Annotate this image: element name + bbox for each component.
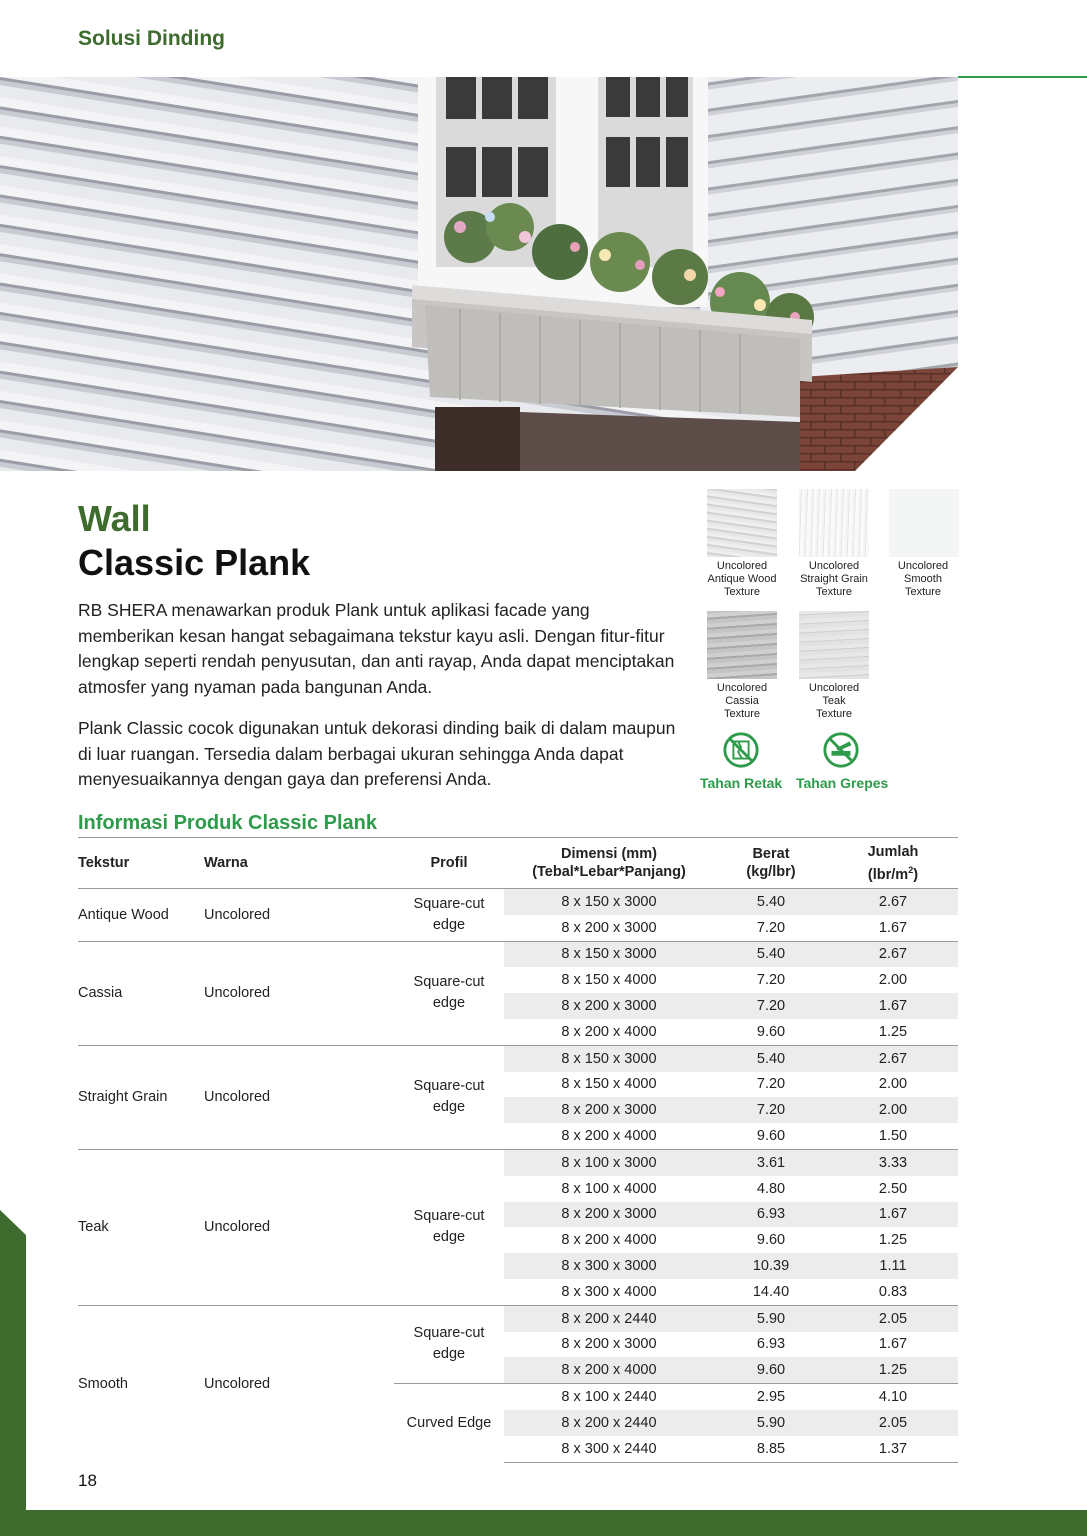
cell-quantity: 2.05 (828, 1410, 958, 1436)
cell-color: Uncolored (204, 941, 394, 1045)
cell-quantity: 2.00 (878, 1076, 908, 1093)
cell-texture: Smooth (78, 1305, 204, 1462)
cell-dimension: 8 x 300 x 3000 (504, 1253, 714, 1279)
cell-profile: Square-cut edge (394, 1149, 504, 1305)
cell-profile: Square-cut edge (394, 1305, 504, 1383)
title-wall: Wall (78, 498, 151, 539)
cell-weight: 9.60 (756, 1128, 786, 1145)
cell-weight: 7.20 (756, 972, 786, 989)
cell-color: Uncolored (204, 1149, 394, 1305)
cell-weight: 4.80 (756, 1180, 786, 1197)
cell-weight: 2.95 (714, 1384, 828, 1410)
cell-profile: Curved Edge (394, 1384, 504, 1462)
cell-quantity: 2.50 (878, 1180, 908, 1197)
texture-swatch-cassia (707, 611, 777, 679)
cell-dimension: 8 x 200 x 4000 (561, 1232, 657, 1249)
header-jumlah: Jumlah $(lbr/m^2)$ (828, 838, 958, 889)
cell-quantity: 0.83 (878, 1283, 908, 1300)
description-paragraph-1: RB SHERA menawarkan produk Plank untuk aplikasi facade yang memberikan kesan hangat sebagaimana tekstur kayu asli. Dengan fitur-fitur lengkap seperti rendah penyusutan, dan anti rayap, Anda dapat menciptakan atmosfer yang nyaman pada bangunan Anda. (78, 600, 675, 697)
cell-dimension: 8 x 200 x 3000 (504, 993, 714, 1019)
cell-quantity: 2.05 (828, 1305, 958, 1331)
cell-color: Uncolored (204, 889, 394, 942)
cell-dimension: 8 x 200 x 4000 (561, 1023, 657, 1040)
left-decor-band (0, 1210, 26, 1536)
cell-weight: 5.40 (714, 889, 828, 915)
cell-profile: Square-cut edge (394, 941, 504, 1045)
cell-dimension: 8 x 100 x 4000 (561, 1180, 657, 1197)
header-profil: Profil (394, 838, 504, 889)
table-row (78, 1149, 958, 1175)
crack-resistant-icon (722, 731, 760, 769)
texture-swatch-teak (799, 611, 869, 679)
cell-weight: 10.39 (714, 1253, 828, 1279)
cell-color: Uncolored (204, 1045, 394, 1149)
header-tekstur: Tekstur (78, 838, 204, 889)
cell-dimension: 8 x 200 x 3000 (561, 1336, 657, 1353)
cell-quantity: 2.67 (828, 889, 958, 915)
cell-quantity: 1.11 (828, 1253, 958, 1279)
cell-profile: Square-cut edge (394, 889, 504, 942)
cell-dimension: 8 x 200 x 3000 (504, 1202, 714, 1228)
bottom-decor-band (0, 1510, 1087, 1536)
cell-texture: Straight Grain (78, 1045, 204, 1149)
cell-dimension: 8 x 300 x 4000 (561, 1283, 657, 1300)
cell-weight: 5.40 (714, 941, 828, 967)
cell-dimension: 8 x 150 x 3000 (504, 889, 714, 915)
cell-quantity: 2.00 (878, 972, 908, 989)
cell-weight: 7.20 (714, 1097, 828, 1123)
table-header-row (78, 838, 958, 889)
cell-quantity: 1.25 (828, 1357, 958, 1383)
cell-quantity: 3.33 (828, 1149, 958, 1175)
texture-label-antique-wood: Uncolored Antique Wood Texture (707, 560, 777, 598)
product-info-table (78, 838, 958, 1463)
table-row (78, 1305, 958, 1331)
texture-label-cassia: Uncolored Cassia Texture (716, 682, 768, 720)
cell-weight: 9.60 (756, 1232, 786, 1249)
cell-weight: 7.20 (714, 993, 828, 1019)
cell-quantity: 1.50 (878, 1128, 908, 1145)
table-row (78, 889, 958, 915)
texture-swatch-straight-grain (799, 489, 869, 557)
cell-dimension: 8 x 100 x 2440 (504, 1384, 714, 1410)
table-row (78, 1045, 958, 1071)
cell-quantity: 2.67 (828, 941, 958, 967)
cell-texture: Teak (78, 1149, 204, 1305)
cell-quantity: 1.67 (828, 993, 958, 1019)
cell-weight: 3.61 (714, 1149, 828, 1175)
page-number: 18 (78, 1471, 97, 1490)
cell-texture: Antique Wood (78, 889, 204, 942)
cell-quantity: 1.25 (878, 1232, 908, 1249)
cell-dimension: 8 x 200 x 3000 (504, 1097, 714, 1123)
description-paragraph-2: Plank Classic cocok digunakan untuk dekorasi dinding baik di dalam maupun di luar ruangan. Tersedia dalam berbagai ukuran sehingga Anda dapat menyesuaikannya dengan gaya dan preferensi Anda. (78, 718, 676, 789)
cell-quantity: 1.67 (878, 919, 908, 936)
table-row (78, 941, 958, 967)
cell-weight: 14.40 (752, 1283, 790, 1300)
cell-quantity: 1.25 (878, 1023, 908, 1040)
cell-profile: Square-cut edge (394, 1045, 504, 1149)
cell-dimension: 8 x 200 x 4000 (504, 1357, 714, 1383)
cell-texture: Cassia (78, 941, 204, 1045)
cell-weight: 7.20 (756, 919, 786, 936)
cell-weight: 5.40 (714, 1045, 828, 1071)
table-body (78, 889, 958, 1463)
cell-quantity: 2.67 (828, 1045, 958, 1071)
cell-weight: 8.85 (714, 1436, 828, 1462)
cell-dimension: 8 x 300 x 2440 (504, 1436, 714, 1462)
cell-weight: 6.93 (756, 1336, 786, 1353)
texture-swatch-antique-wood (707, 489, 777, 557)
cell-color: Uncolored (204, 1305, 394, 1462)
hero-image (0, 77, 958, 471)
texture-swatch-smooth (889, 489, 959, 557)
header-warna: Warna (204, 838, 394, 889)
cell-dimension: 8 x 150 x 4000 (561, 1076, 657, 1093)
cell-weight: 6.93 (714, 1202, 828, 1228)
top-accent-rule (958, 76, 1087, 78)
cell-weight: 9.60 (756, 1023, 786, 1040)
texture-label-teak: Uncolored Teak Texture (808, 682, 860, 720)
cell-weight: 7.20 (756, 1076, 786, 1093)
cell-dimension: 8 x 150 x 4000 (561, 972, 657, 989)
cell-dimension: 8 x 200 x 2440 (504, 1410, 714, 1436)
cell-quantity: 1.67 (828, 1202, 958, 1228)
cell-dimension: 8 x 200 x 3000 (561, 919, 657, 936)
cell-quantity: 4.10 (828, 1384, 958, 1410)
cell-weight: 9.60 (714, 1357, 828, 1383)
cell-dimension: 8 x 200 x 2440 (504, 1305, 714, 1331)
cell-weight: 5.90 (714, 1305, 828, 1331)
cell-quantity: 2.00 (828, 1097, 958, 1123)
title-classic-plank: Classic Plank (78, 542, 311, 583)
cell-dimension: 8 x 200 x 4000 (561, 1128, 657, 1145)
chip-resistant-icon (822, 731, 860, 769)
header-berat: Berat (kg/lbr) (714, 838, 828, 889)
feature-label-tahan-retak: Tahan Retak (700, 775, 783, 791)
cell-dimension: 8 x 100 x 3000 (504, 1149, 714, 1175)
table-title: Informasi Produk Classic Plank (78, 812, 377, 834)
feature-label-tahan-grepes: Tahan Grepes (796, 775, 889, 791)
section-label: Solusi Dinding (78, 27, 225, 50)
texture-label-straight-grain: Uncolored Straight Grain Texture (800, 560, 868, 598)
cell-dimension: 8 x 150 x 3000 (504, 941, 714, 967)
cell-weight: 5.90 (714, 1410, 828, 1436)
header-dimensi: Dimensi (mm) (Tebal*Lebar*Panjang) (504, 838, 714, 889)
texture-label-smooth: Uncolored Smooth Texture (897, 560, 949, 598)
cell-dimension: 8 x 150 x 3000 (504, 1045, 714, 1071)
cell-quantity: 1.67 (878, 1336, 908, 1353)
cell-quantity: 1.37 (828, 1436, 958, 1462)
